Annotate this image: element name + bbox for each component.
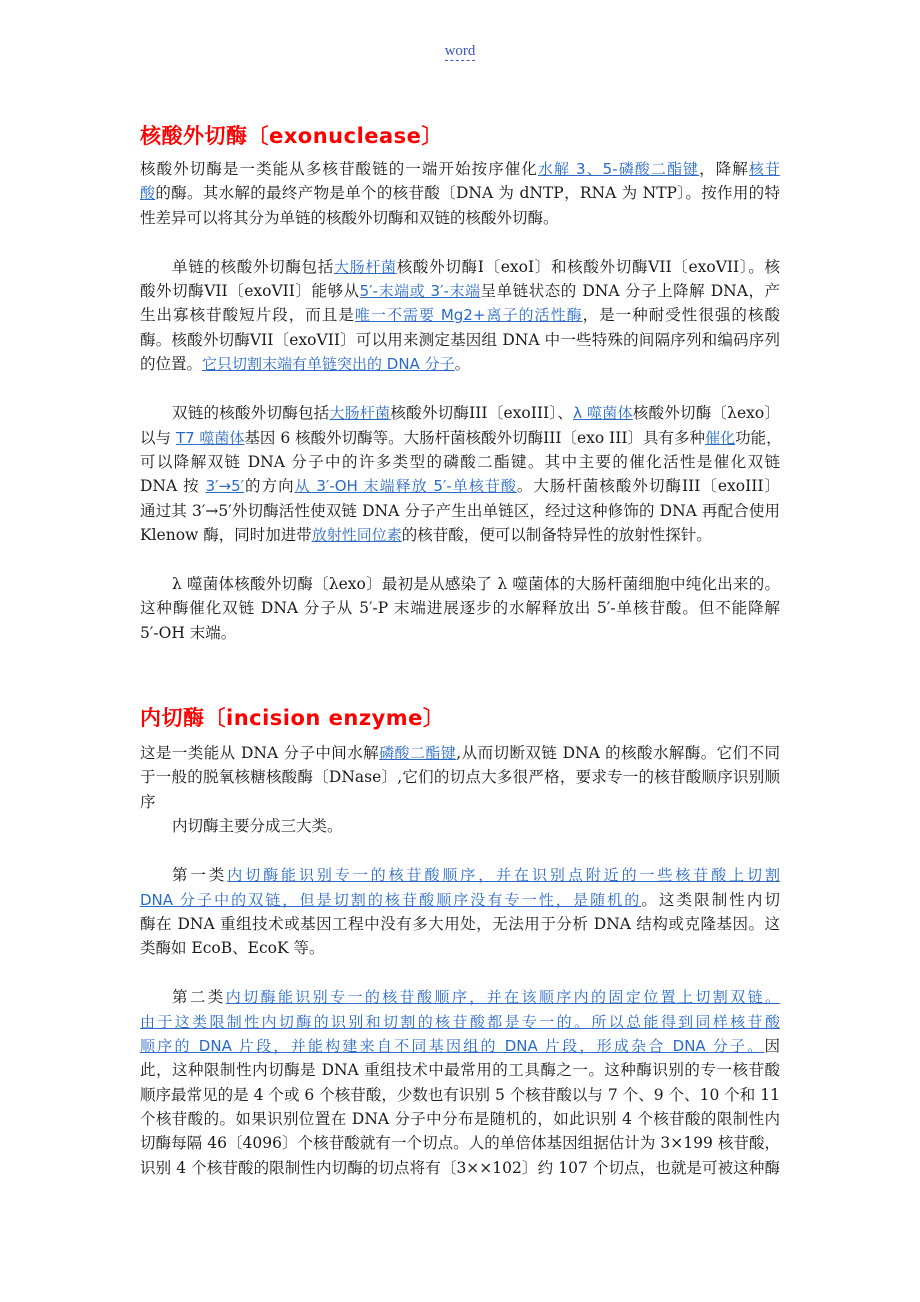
text-line (140, 450, 780, 474)
text-run: DNA 按 (140, 477, 206, 496)
hyperlink[interactable]: 大肠杆菌 (333, 257, 397, 276)
text-run: 的位置。 (140, 355, 203, 374)
text-run: 此，这种限制性内切酶是 DNA 重组技术中最常用的工具酶之一。这种酶识别的专一核苷酸 (140, 1061, 780, 1080)
text-run: 呈单链状态的 DNA 分子上降解 DNA，产 (480, 282, 780, 301)
text-line (140, 499, 780, 523)
hyperlink[interactable]: 核苷 (748, 160, 780, 178)
text-line (140, 814, 780, 838)
text-run: 因 (764, 1037, 780, 1056)
hyperlink[interactable]: 5′-末端或 3′-末端 (359, 282, 481, 301)
paragraph (140, 741, 780, 814)
text-line (140, 1131, 780, 1155)
hyperlink[interactable]: 放射性同位素 (311, 525, 402, 544)
text-line (140, 741, 780, 765)
text-run: 。大肠杆菌核酸外切酶III〔exoIII〕 (516, 477, 780, 496)
text-line (140, 1107, 780, 1131)
text-line (140, 255, 780, 279)
text-line (140, 328, 780, 352)
hyperlink[interactable]: 从 3′-OH 末端释放 5′-单核苷酸 (294, 477, 517, 496)
paragraph (140, 985, 780, 1179)
text-run: 第二类 (172, 988, 226, 1007)
hyperlink[interactable]: 大肠杆菌 (329, 404, 391, 423)
text-run: 酸外切酶VII〔exoVII〕能够从 (140, 282, 360, 301)
text-line (140, 1156, 780, 1180)
hyperlink[interactable]: 3′→5′ (205, 477, 245, 496)
paragraph (140, 157, 780, 230)
text-run: λ 噬菌体核酸外切酶〔λexo〕最初是从感染了 λ 噬菌体的大肠杆菌细胞中纯化出来的。 (172, 575, 780, 594)
text-run: 第一类 (172, 866, 228, 885)
text-run: 基因 6 核酸外切酶等。大肠杆菌核酸外切酶III〔exo III〕具有多种 (244, 428, 706, 447)
hyperlink[interactable]: λ 噬菌体 (573, 404, 633, 423)
text-run: 可以降解双链 DNA 分子中的许多类型的磷酸二酯键。其中主要的催化活性是催化双链 (140, 452, 780, 471)
text-run: Klenow 酶，同时加进带 (140, 525, 312, 544)
text-run: 核酸外切酶〔λexo〕 (632, 404, 780, 423)
text-line (140, 352, 780, 376)
hyperlink[interactable]: 内切酶能识别专一的核苷酸顺序，并在该顺序内的固定位置上切割双链。 (225, 988, 780, 1007)
text-run: 于一般的脱氧核糖核酸酶〔DNase〕,它们的切点大多很严格，要求专一的核苷酸顺序识别顺 (140, 768, 780, 787)
text-line (140, 1010, 780, 1034)
hyperlink[interactable]: 由于这类限制性内切酶的识别和切割的核苷酸都是专一的。所以总能得到同样核苷酸 (140, 1012, 780, 1031)
hyperlink[interactable]: 它只切割末端有单链突出的 DNA 分子 (202, 355, 455, 374)
text-line (140, 523, 780, 547)
text-run: 内切酶主要分成三大类。 (172, 816, 343, 835)
text-run: 这是一类能从 DNA 分子中间水解 (140, 744, 380, 763)
text-line (140, 1083, 780, 1107)
text-run: 个核苷酸的。如果识别位置在 DNA 分子中分布是随机的，如此识别 4 个核苷酸的限制性内 (140, 1109, 780, 1128)
text-run: 双链的核酸外切酶包括 (172, 404, 330, 423)
hyperlink[interactable]: T7 噬菌体 (175, 428, 245, 447)
text-run: 以与 (140, 428, 176, 447)
hyperlink[interactable]: 水解 3、5-磷酸二酯键 (537, 160, 700, 178)
paragraph (140, 401, 780, 547)
text-run: 酶在 DNA 重组技术或基因工程中没有多大用处，无法用于分析 DNA 结构或克隆基因。这 (140, 914, 780, 933)
text-line (140, 303, 780, 327)
hyperlink[interactable]: DNA 分子中的双链，但是切割的核苷酸顺序没有专一性，是随机的 (140, 890, 642, 909)
text-run: ，降解 (699, 160, 749, 178)
section-heading: 核酸外切酶〔exonuclease〕 (140, 124, 443, 148)
text-line (140, 157, 780, 181)
text-line (140, 474, 780, 498)
text-run: 切酶每隔 46〔4096〕个核苷酸就有一个切点。人的单倍体基因组据估计为 3×199 核苷酸， (140, 1134, 780, 1153)
text-run: 。这类限制性内切 (641, 890, 780, 909)
hyperlink[interactable]: 催化 (705, 428, 736, 447)
text-line (140, 572, 780, 596)
text-run: 5′-OH 末端。 (140, 623, 237, 642)
page-header (0, 40, 920, 60)
section-heading: 内切酶〔incision enzyme〕 (140, 706, 445, 731)
text-line (140, 790, 780, 814)
paragraph (140, 255, 780, 376)
text-line (140, 401, 780, 425)
text-line (140, 912, 780, 936)
text-line (140, 1034, 780, 1058)
text-line (140, 1058, 780, 1082)
paragraph (140, 863, 780, 960)
text-line (140, 888, 780, 912)
header-word-link[interactable]: word (444, 43, 476, 59)
text-run: 性差异可以将其分为单链的核酸外切酶和双链的核酸外切酶。 (140, 208, 559, 227)
text-line (140, 985, 780, 1009)
text-line (140, 279, 780, 303)
text-run: 这种酶催化双链 DNA 分子从 5′-P 末端进展逐步的水解释放出 5′-单核苷酸。但不能降解 (140, 599, 780, 618)
hyperlink[interactable]: 唯一不需要 Mg2+离子的活性酶 (354, 306, 583, 325)
text-run: 的酶。其水解的最终产物是单个的核苷酸〔DNA 为 dNTP，RNA 为 NTP〕。按作用的特 (155, 184, 780, 203)
text-run: 顺序最常见的是 4 个或 6 个核苷酸，少数也有识别 5 个核苷酸以与 7 个、9 个、10 个和 11 (140, 1085, 780, 1104)
text-run: 序 (140, 792, 156, 811)
text-line (140, 181, 780, 205)
text-line (140, 765, 780, 789)
text-run: 生出寡核苷酸短片段，而且是 (140, 306, 355, 325)
text-run: 的核苷酸，便可以制备特异性的放射性探针。 (401, 525, 712, 544)
paragraph (140, 572, 780, 645)
text-run: 核酸外切酶III〔exoIII〕、 (390, 404, 574, 423)
text-run: 的方向 (244, 477, 295, 496)
text-run: 。 (454, 355, 471, 374)
text-line (140, 426, 780, 450)
paragraph (140, 814, 780, 838)
hyperlink[interactable]: 磷酸二酯键 (379, 744, 457, 763)
text-run: 单链的核酸外切酶包括 (172, 257, 334, 276)
text-run: 通过其 3′→5′外切酶活性使双链 DNA 分子产生出单链区，经过这种修饰的 DNA 再配合使用 (140, 501, 780, 520)
hyperlink[interactable]: 酸 (140, 184, 156, 203)
text-line (140, 596, 780, 620)
text-run: 功能， (735, 428, 782, 447)
text-run: 识别 4 个核苷酸的限制性内切酶的切点将有〔3××102〕约 107 个切点，也就是可被这种酶 (140, 1158, 780, 1177)
text-line (140, 863, 780, 887)
text-run: ,从而切断双链 DNA 的核酸水解酶。它们不同 (456, 744, 780, 763)
text-run: 核酸外切酶是一类能从多核苷酸链的一端开始按序催化 (140, 160, 538, 178)
text-line (140, 936, 780, 960)
text-run: 类酶如 EcoB、EcoK 等。 (140, 939, 325, 958)
text-line (140, 621, 780, 645)
hyperlink[interactable]: 内切酶能识别专一的核苷酸顺序，并在识别点附近的一些核苷酸上切割 (227, 866, 780, 885)
text-line (140, 206, 780, 230)
hyperlink[interactable]: 顺序的 DNA 片段，并能构建来自不同基因组的 DNA 片段，形成杂合 DNA 分子。 (140, 1037, 765, 1056)
text-run: 酶。核酸外切酶VII〔exoVII〕可以用来测定基因组 DNA 中一些特殊的间隔序列和编码序列 (140, 330, 780, 349)
text-run: ，是一种耐受性很强的核酸 (582, 306, 780, 325)
text-run: 核酸外切酶I〔exoI〕和核酸外切酶VII〔exoVII〕。核 (396, 257, 780, 276)
document-body (140, 122, 780, 1180)
